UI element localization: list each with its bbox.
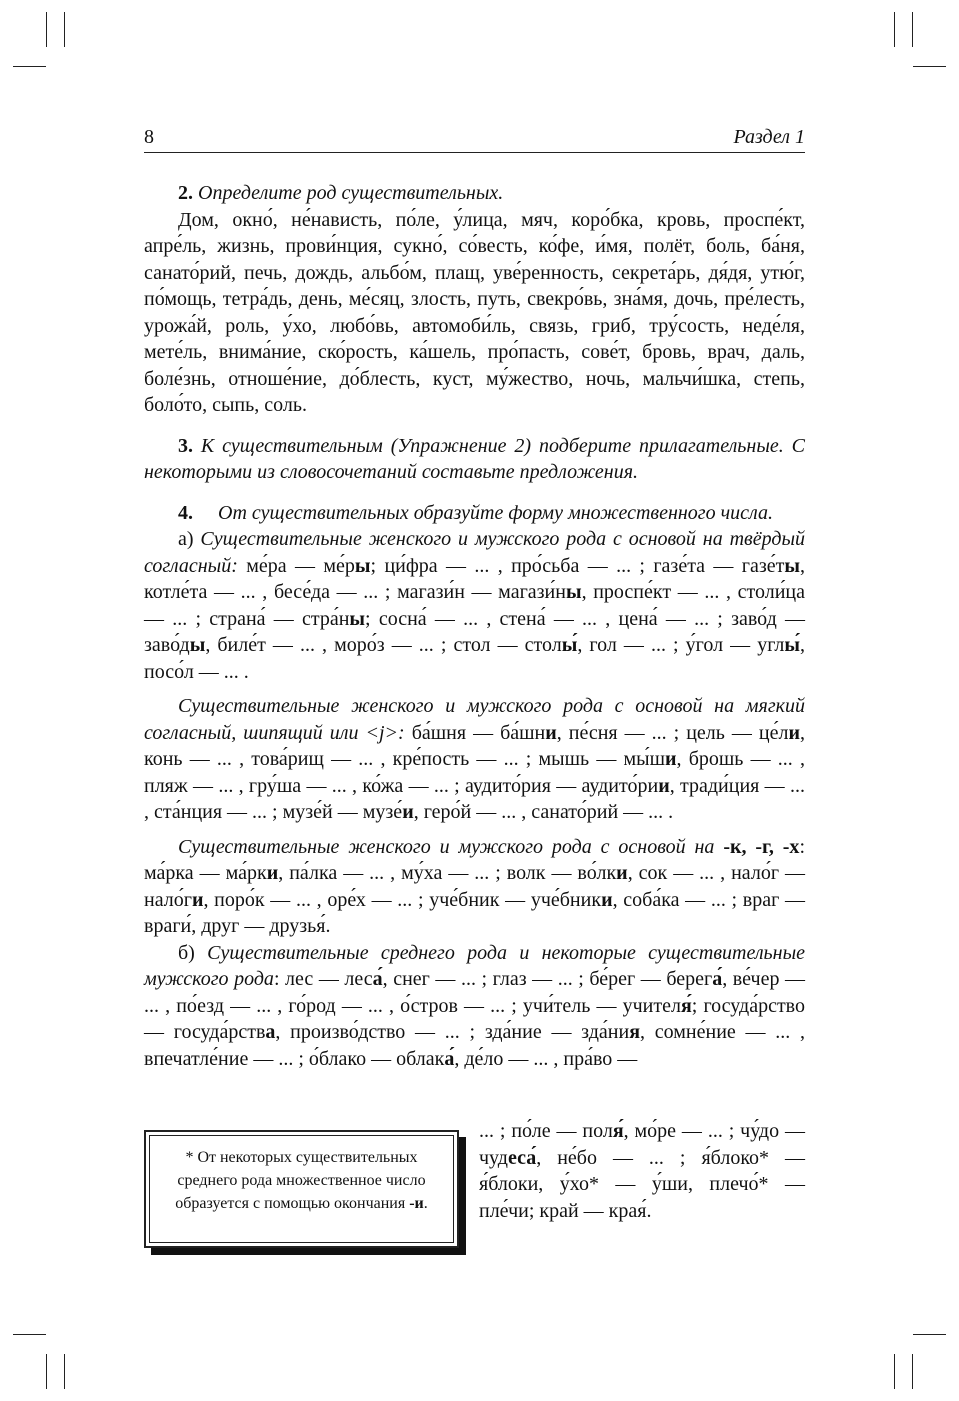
crop-mark	[913, 1334, 946, 1335]
crop-mark	[894, 12, 895, 47]
crop-mark	[64, 12, 65, 47]
exercise-2-heading: 2. Определите род существительных.	[178, 182, 504, 204]
exercise-4-kgh: Существительные женского и мужского рода с основой на -к, -г, -х: ма́рка — ма́рки, па́лка — ... , му́ха — ... ; волк — во́лки, сок — ... , нало́г — нало́ги, поро́к — ... , оре́х — ... ; уче́бник — уче́бники, соба́ка — ... ; враг — враги́, друг — друзья́.	[144, 835, 805, 937]
crop-mark	[13, 66, 46, 67]
footnote-box	[144, 1130, 459, 1250]
section-title: Раздел 1	[733, 126, 805, 148]
crop-mark	[46, 12, 47, 47]
running-header	[144, 126, 805, 153]
crop-mark	[894, 1354, 895, 1389]
crop-mark	[13, 1334, 46, 1335]
crop-mark	[912, 1354, 913, 1389]
crop-mark	[64, 1354, 65, 1389]
exercise-4-b: б) Существительные среднего рода и некоторые существительные мужского рода: лес — леса́, снег — ... ; глаз — ... ; бе́рег — берега́, ве́чер — ... , по́езд — ... , го́род — ... , о́стров — ... ; учи́тель — учителя́; госуда́рство — госуда́рства, произво́дство — ... ; зда́ние — зда́ния, сомне́ние — ... , впечатле́ние — ... ; о́блако — облака́, де́ло — ... , пра́во —	[144, 941, 806, 1070]
crop-mark	[913, 66, 946, 67]
exercise-3: 3. К существительным (Упражнение 2) подберите прилагательные. С некоторыми из словосочетаний составьте предложения.	[144, 434, 805, 483]
exercise-4-soft: Существительные женского и мужского рода с основой на мягкий согласный, шипящий или <j>: ба́шня — ба́шни, пе́сня — ... ; цель — це́ли, конь — ... , това́рищ — ... , кре́пость — ... ; мышь — мы́ши, брошь — ... , пляж — ... , гру́ша — ... , ко́жа — ... ; аудито́рия — аудито́рии, тради́ция — ... , ста́нция — ... ; музе́й — музе́и, геро́й — ... , санато́рий — ... .	[144, 695, 806, 823]
exercise-4-a: а) Существительные женского и мужского рода с основой на твёрдый согласный: ме́ра — ме́ры; ци́фра — ... , про́сьба — ... ; газе́та — газе́ты, котле́та — ... , бесе́да — ... ; магази́н — магази́ны, проспе́кт — ... , столи́ца — ... ; страна́ — стра́ны; сосна́ — ... , стена́ — ... , цена́ — ... ; заво́д — заво́ды, биле́т — ... , моро́з — ... ; стол — столы́, гол — ... ; у́гол — углы́, посо́л — ... .	[144, 528, 805, 683]
page-number: 8	[144, 126, 154, 148]
exercise-2-words: Дом, окно́, не́нависть, по́ле, у́лица, мяч, коро́бка, кровь, проспе́кт, апре́ль, жизнь, прови́нция, сукно́, со́весть, ко́фе, и́мя, полёт, боль, ба́ня, санато́рий, печь, дождь, альбо́м, плащ, уве́ренность, секрета́рь, дя́дя, утю́г, по́мощь, тетра́дь, день, ме́сяц, злость, путь, свекро́вь, зна́мя, дочь, пре́лесть, урожа́й, роль, у́хо, любо́вь, автомоби́ль, связь, гриб, тру́сость, неде́ля, мете́ль, внима́ние, ско́рость, ка́шель, про́пасть, сове́т, бровь, врач, даль, боле́знь, отноше́ние, до́блесть, куст, му́жество, ночь, мальчи́шка, степь, боло́то, сыпь, соль.	[144, 208, 805, 416]
page-body	[144, 180, 805, 1072]
crop-mark	[46, 1354, 47, 1389]
footnote-text: * От некоторых существительных среднего рода множественное число образуется с помощью окончания -и.	[149, 1135, 454, 1243]
exercise-4-heading: 4. От существительных образуйте форму множественного числа.	[178, 501, 773, 524]
crop-mark	[912, 12, 913, 47]
exercise-4-b-continued: ... ; по́ле — поля́, мо́ре — ... ; чу́до — чудеса́, не́бо — ... ; я́блоко* — я́блоки, у́хо* — у́ши, плечо́* — пле́чи; край — края́.	[479, 1120, 805, 1222]
